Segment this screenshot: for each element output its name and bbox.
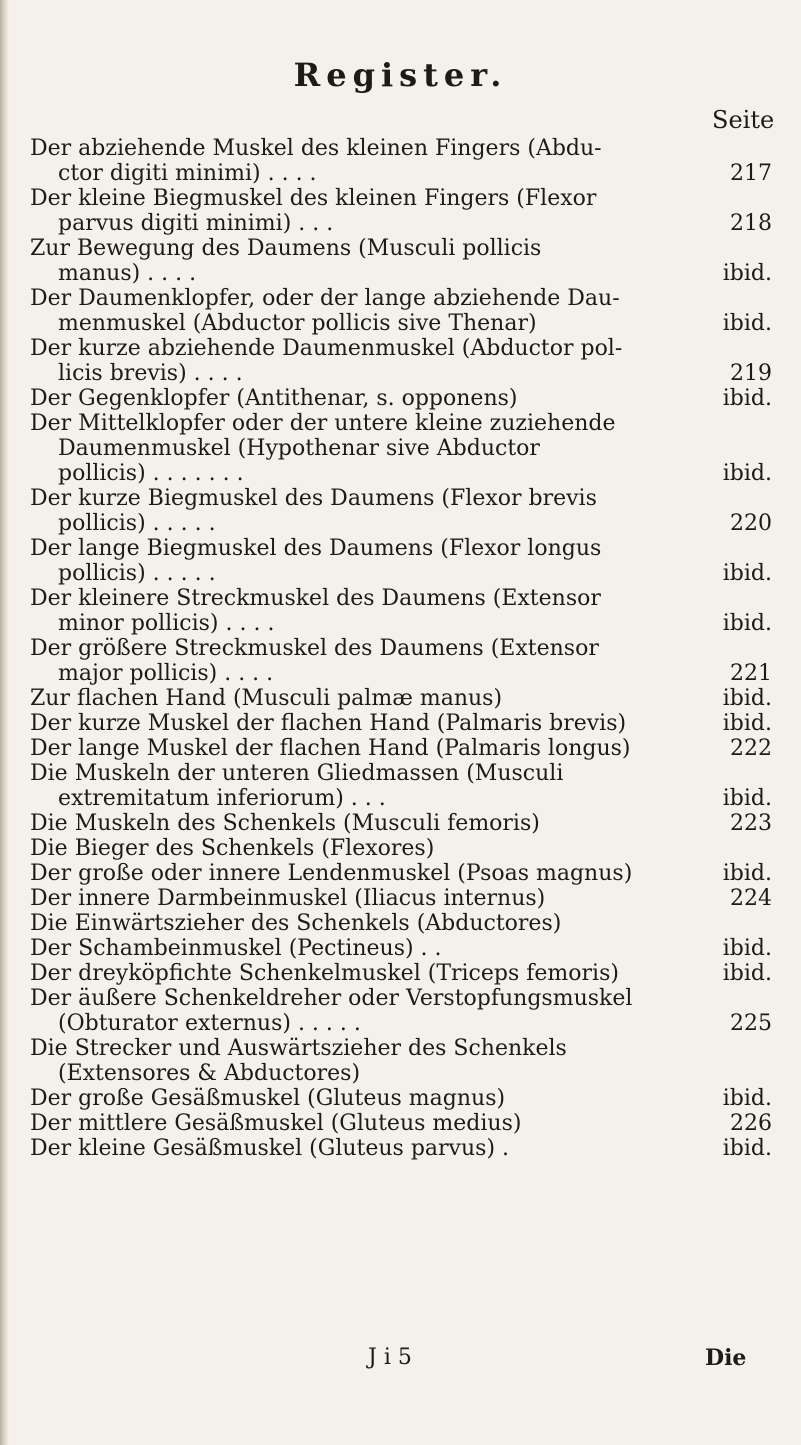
register-entry — [30, 1136, 772, 1161]
register-entries — [30, 136, 772, 1161]
entry-text: minor pollicis) . . . . — [58, 611, 275, 636]
entry-line — [30, 836, 772, 861]
register-entry — [30, 1086, 772, 1111]
entry-page-number: 220 — [730, 511, 772, 536]
entry-text: parvus digiti minimi) . . . — [58, 211, 334, 236]
entry-text: Der äußere Schenkeldreher oder Verstopfungsmuskel — [30, 986, 633, 1011]
entry-text: Der Mittelklopfer oder der untere kleine zuziehende — [30, 411, 616, 436]
entry-line — [30, 286, 772, 311]
entry-line — [30, 761, 772, 786]
entry-line — [30, 961, 772, 986]
entry-text: licis brevis) . . . . — [58, 361, 243, 386]
register-entry — [30, 861, 772, 886]
entry-text: major pollicis) . . . . — [58, 661, 274, 686]
entry-text: Die Strecker und Auswärtszieher des Schenkels — [30, 1036, 567, 1061]
entry-line — [30, 186, 772, 211]
register-entry — [30, 836, 772, 861]
register-entry — [30, 936, 772, 961]
register-entry — [30, 711, 772, 736]
register-entry — [30, 536, 772, 586]
entry-line — [30, 1011, 772, 1036]
entry-text: manus) . . . . — [58, 261, 197, 286]
entry-line — [30, 586, 772, 611]
entry-page-number: ibid. — [722, 561, 772, 586]
entry-text: Der kurze Muskel der flachen Hand (Palmaris brevis) — [30, 711, 627, 736]
column-label-seite: Seite — [712, 106, 775, 134]
entry-text: Die Muskeln der unteren Gliedmassen (Musculi — [30, 761, 564, 786]
entry-page-number: 222 — [730, 736, 772, 761]
entry-text: pollicis) . . . . . . . — [58, 461, 244, 486]
register-entry — [30, 136, 772, 186]
entry-line — [30, 561, 772, 586]
entry-line — [30, 911, 772, 936]
register-entry — [30, 686, 772, 711]
entry-text: Die Einwärtszieher des Schenkels (Abductores) — [30, 911, 562, 936]
page-title: Register. — [293, 56, 508, 94]
entry-page-number: ibid. — [722, 961, 772, 986]
entry-page-number: ibid. — [722, 386, 772, 411]
entry-page-number: ibid. — [722, 461, 772, 486]
catchword: Die — [705, 1345, 747, 1371]
register-entry — [30, 336, 772, 386]
register-entry — [30, 886, 772, 911]
entry-line — [30, 161, 772, 186]
register-entry — [30, 186, 772, 236]
entry-line — [30, 411, 772, 436]
entry-text: pollicis) . . . . . — [58, 511, 216, 536]
entry-line — [30, 261, 772, 286]
entry-text: Der abziehende Muskel des kleinen Fingers (Abdu- — [30, 136, 602, 161]
entry-text: Daumenmuskel (Hypothenar sive Abductor — [58, 436, 540, 461]
register-entry — [30, 386, 772, 411]
entry-line — [30, 1061, 772, 1086]
entry-page-number: ibid. — [722, 261, 772, 286]
entry-text: Zur Bewegung des Daumens (Musculi pollicis — [30, 236, 542, 261]
entry-page-number: ibid. — [722, 936, 772, 961]
entry-text: Der kleine Gesäßmuskel (Gluteus parvus) . — [30, 1136, 510, 1161]
entry-text: Der kurze Biegmuskel des Daumens (Flexor brevis — [30, 486, 597, 511]
entry-line — [30, 511, 772, 536]
entry-line — [30, 361, 772, 386]
entry-page-number: ibid. — [722, 1136, 772, 1161]
entry-text: Der Gegenklopfer (Antithenar, s. opponens) — [30, 386, 518, 411]
register-entry — [30, 986, 772, 1036]
entry-line — [30, 236, 772, 261]
entry-line — [30, 1136, 772, 1161]
entry-text: Der kleinere Streckmuskel des Daumens (Extensor — [30, 586, 601, 611]
entry-line — [30, 861, 772, 886]
entry-page-number: 223 — [730, 811, 772, 836]
signature-mark: J i 5 — [368, 1345, 412, 1370]
entry-text: Die Muskeln des Schenkels (Musculi femoris) — [30, 811, 540, 836]
entry-page-number: 224 — [730, 886, 772, 911]
entry-text: Der größere Streckmuskel des Daumens (Extensor — [30, 636, 599, 661]
entry-line — [30, 786, 772, 811]
entry-page-number: ibid. — [722, 311, 772, 336]
register-entry — [30, 811, 772, 836]
entry-text: pollicis) . . . . . — [58, 561, 216, 586]
register-entry — [30, 636, 772, 686]
page-footer — [0, 1345, 801, 1385]
entry-line — [30, 936, 772, 961]
register-entry — [30, 911, 772, 936]
entry-line — [30, 461, 772, 486]
entry-text: Der Daumenklopfer, oder der lange abziehende Dau- — [30, 286, 620, 311]
entry-page-number: 219 — [730, 361, 772, 386]
entry-page-number: ibid. — [722, 786, 772, 811]
entry-line — [30, 311, 772, 336]
register-entry — [30, 486, 772, 536]
entry-text: extremitatum inferiorum) . . . — [58, 786, 386, 811]
entry-line — [30, 886, 772, 911]
entry-page-number: ibid. — [722, 1086, 772, 1111]
entry-text: Zur flachen Hand (Musculi palmæ manus) — [30, 686, 503, 711]
entry-text: (Extensores & Abductores) — [58, 1061, 361, 1086]
entry-page-number: ibid. — [722, 861, 772, 886]
entry-line — [30, 611, 772, 636]
register-entry — [30, 1036, 772, 1086]
entry-line — [30, 386, 772, 411]
entry-text: Die Bieger des Schenkels (Flexores) — [30, 836, 435, 861]
entry-line — [30, 636, 772, 661]
entry-line — [30, 336, 772, 361]
entry-text: menmuskel (Abductor pollicis sive Thenar) — [58, 311, 537, 336]
entry-page-number: ibid. — [722, 611, 772, 636]
register-entry — [30, 286, 772, 336]
entry-line — [30, 1111, 772, 1136]
register-entry — [30, 736, 772, 761]
entry-line — [30, 536, 772, 561]
entry-line — [30, 661, 772, 686]
entry-line — [30, 811, 772, 836]
entry-line — [30, 136, 772, 161]
entry-page-number: 226 — [730, 1111, 772, 1136]
entry-text: Der große Gesäßmuskel (Gluteus magnus) — [30, 1086, 506, 1111]
register-entry — [30, 236, 772, 286]
register-entry — [30, 961, 772, 986]
entry-page-number: 217 — [730, 161, 772, 186]
entry-line — [30, 986, 772, 1011]
entry-line — [30, 1086, 772, 1111]
entry-text: Der kurze abziehende Daumenmuskel (Abductor pol- — [30, 336, 623, 361]
entry-line — [30, 736, 772, 761]
register-entry — [30, 1111, 772, 1136]
entry-text: Der lange Muskel der flachen Hand (Palmaris longus) — [30, 736, 631, 761]
entry-page-number: 218 — [730, 211, 772, 236]
entry-page-number: 225 — [730, 1011, 772, 1036]
entry-text: Der kleine Biegmuskel des kleinen Fingers (Flexor — [30, 186, 597, 211]
entry-text: Der dreyköpfichte Schenkelmuskel (Triceps femoris) — [30, 961, 619, 986]
register-entry — [30, 586, 772, 636]
register-entry — [30, 761, 772, 811]
register-entry — [30, 411, 772, 486]
entry-text: Der Schambeinmuskel (Pectineus) . . — [30, 936, 442, 961]
entry-line — [30, 711, 772, 736]
entry-line — [30, 436, 772, 461]
entry-text: (Obturator externus) . . . . . — [58, 1011, 361, 1036]
entry-text: Der lange Biegmuskel des Daumens (Flexor longus — [30, 536, 602, 561]
entry-text: ctor digiti minimi) . . . . — [58, 161, 317, 186]
entry-line — [30, 211, 772, 236]
entry-page-number: 221 — [730, 661, 772, 686]
entry-line — [30, 486, 772, 511]
entry-text: Der große oder innere Lendenmuskel (Psoas magnus) — [30, 861, 633, 886]
entry-page-number: ibid. — [722, 711, 772, 736]
entry-text: Der mittlere Gesäßmuskel (Gluteus medius) — [30, 1111, 522, 1136]
entry-line — [30, 686, 772, 711]
entry-text: Der innere Darmbeinmuskel (Iliacus internus) — [30, 886, 546, 911]
entry-line — [30, 1036, 772, 1061]
entry-page-number: ibid. — [722, 686, 772, 711]
